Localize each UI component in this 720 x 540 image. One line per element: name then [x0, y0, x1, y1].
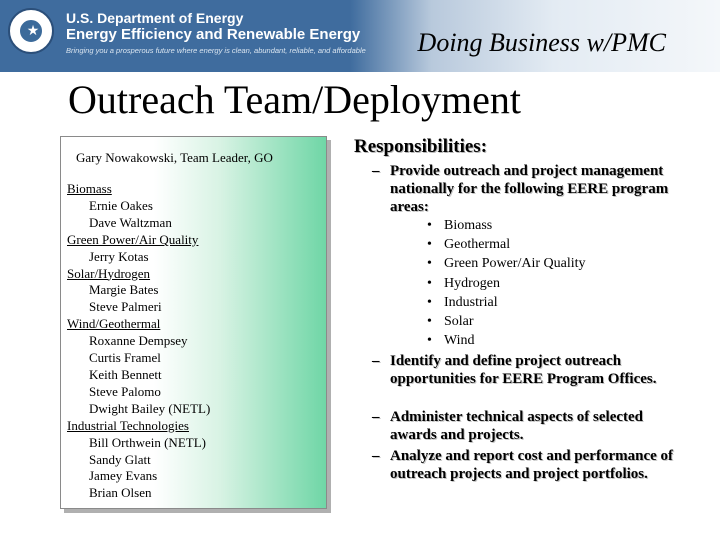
slide-title: Outreach Team/Deployment	[68, 77, 521, 122]
team-member: Steve Palomo	[89, 383, 161, 399]
dash-marker: –	[372, 448, 380, 464]
program-area-item: • Green Power/Air Quality	[427, 254, 586, 273]
org-name: U.S. Department of Energy	[66, 10, 244, 26]
responsibility-text: Analyze and report cost and performance of outreach projects and project portfolios.	[390, 448, 674, 482]
team-list	[67, 181, 210, 502]
team-group-biomass: Biomass	[67, 181, 112, 196]
team-member: Curtis Framel	[89, 350, 161, 366]
team-member: Dwight Bailey (NETL)	[89, 400, 211, 416]
program-area-item: • Industrial	[427, 293, 586, 312]
doe-seal-icon: ★	[8, 8, 54, 54]
program-area-item: • Biomass	[427, 216, 586, 235]
team-member: Roxanne Dempsey	[89, 333, 188, 349]
dash-marker: –	[372, 409, 380, 425]
team-member: Dave Waltzman	[89, 214, 172, 230]
team-member: Brian Olsen	[89, 485, 152, 501]
program-area-item: • Solar	[427, 312, 586, 331]
team-member: Sandy Glatt	[89, 451, 151, 467]
dash-marker: –	[372, 163, 380, 179]
team-leader: Gary Nowakowski, Team Leader, GO	[76, 150, 273, 165]
responsibility-text: Provide outreach and project management nationally for the following EERE program areas:	[390, 163, 669, 215]
responsibilities-heading: Responsibilities:	[354, 136, 488, 157]
org-tagline: Bringing you a prosperous future where energy is clean, abundant, reliable, and affordable	[66, 46, 366, 55]
team-group-wind-geothermal: Wind/Geothermal	[67, 316, 161, 332]
team-member: Bill Orthwein (NETL)	[89, 434, 206, 450]
team-member: Jamey Evans	[89, 468, 158, 484]
team-member: Jerry Kotas	[89, 248, 149, 264]
program-area-item: • Geothermal	[427, 235, 586, 254]
team-member: Keith Bennett	[89, 366, 162, 382]
responsibility-text: Administer technical aspects of selected awards and projects.	[390, 409, 644, 443]
team-group-green-power: Green Power/Air Quality	[67, 231, 199, 247]
program-area-item: • Hydrogen	[427, 274, 586, 293]
header-title: Doing Business w/PMC	[417, 28, 666, 57]
responsibility-item	[372, 408, 690, 444]
responsibility-text: Identify and define project outreach opportunities for EERE Program Offices.	[390, 353, 657, 387]
team-member: Margie Bates	[89, 282, 159, 298]
program-area-list	[427, 216, 586, 350]
responsibility-item	[372, 447, 690, 483]
program-area-item: • Wind	[427, 331, 586, 350]
responsibility-item	[372, 162, 690, 216]
team-group-solar-hydrogen: Solar/Hydrogen	[67, 265, 151, 281]
team-group-industrial: Industrial Technologies	[67, 417, 189, 433]
org-office: Energy Efficiency and Renewable Energy	[66, 26, 361, 43]
team-member: Steve Palmeri	[89, 299, 162, 315]
team-box	[60, 136, 327, 509]
dash-marker: –	[372, 353, 380, 369]
team-member: Ernie Oakes	[89, 197, 153, 213]
responsibility-item	[372, 352, 690, 388]
